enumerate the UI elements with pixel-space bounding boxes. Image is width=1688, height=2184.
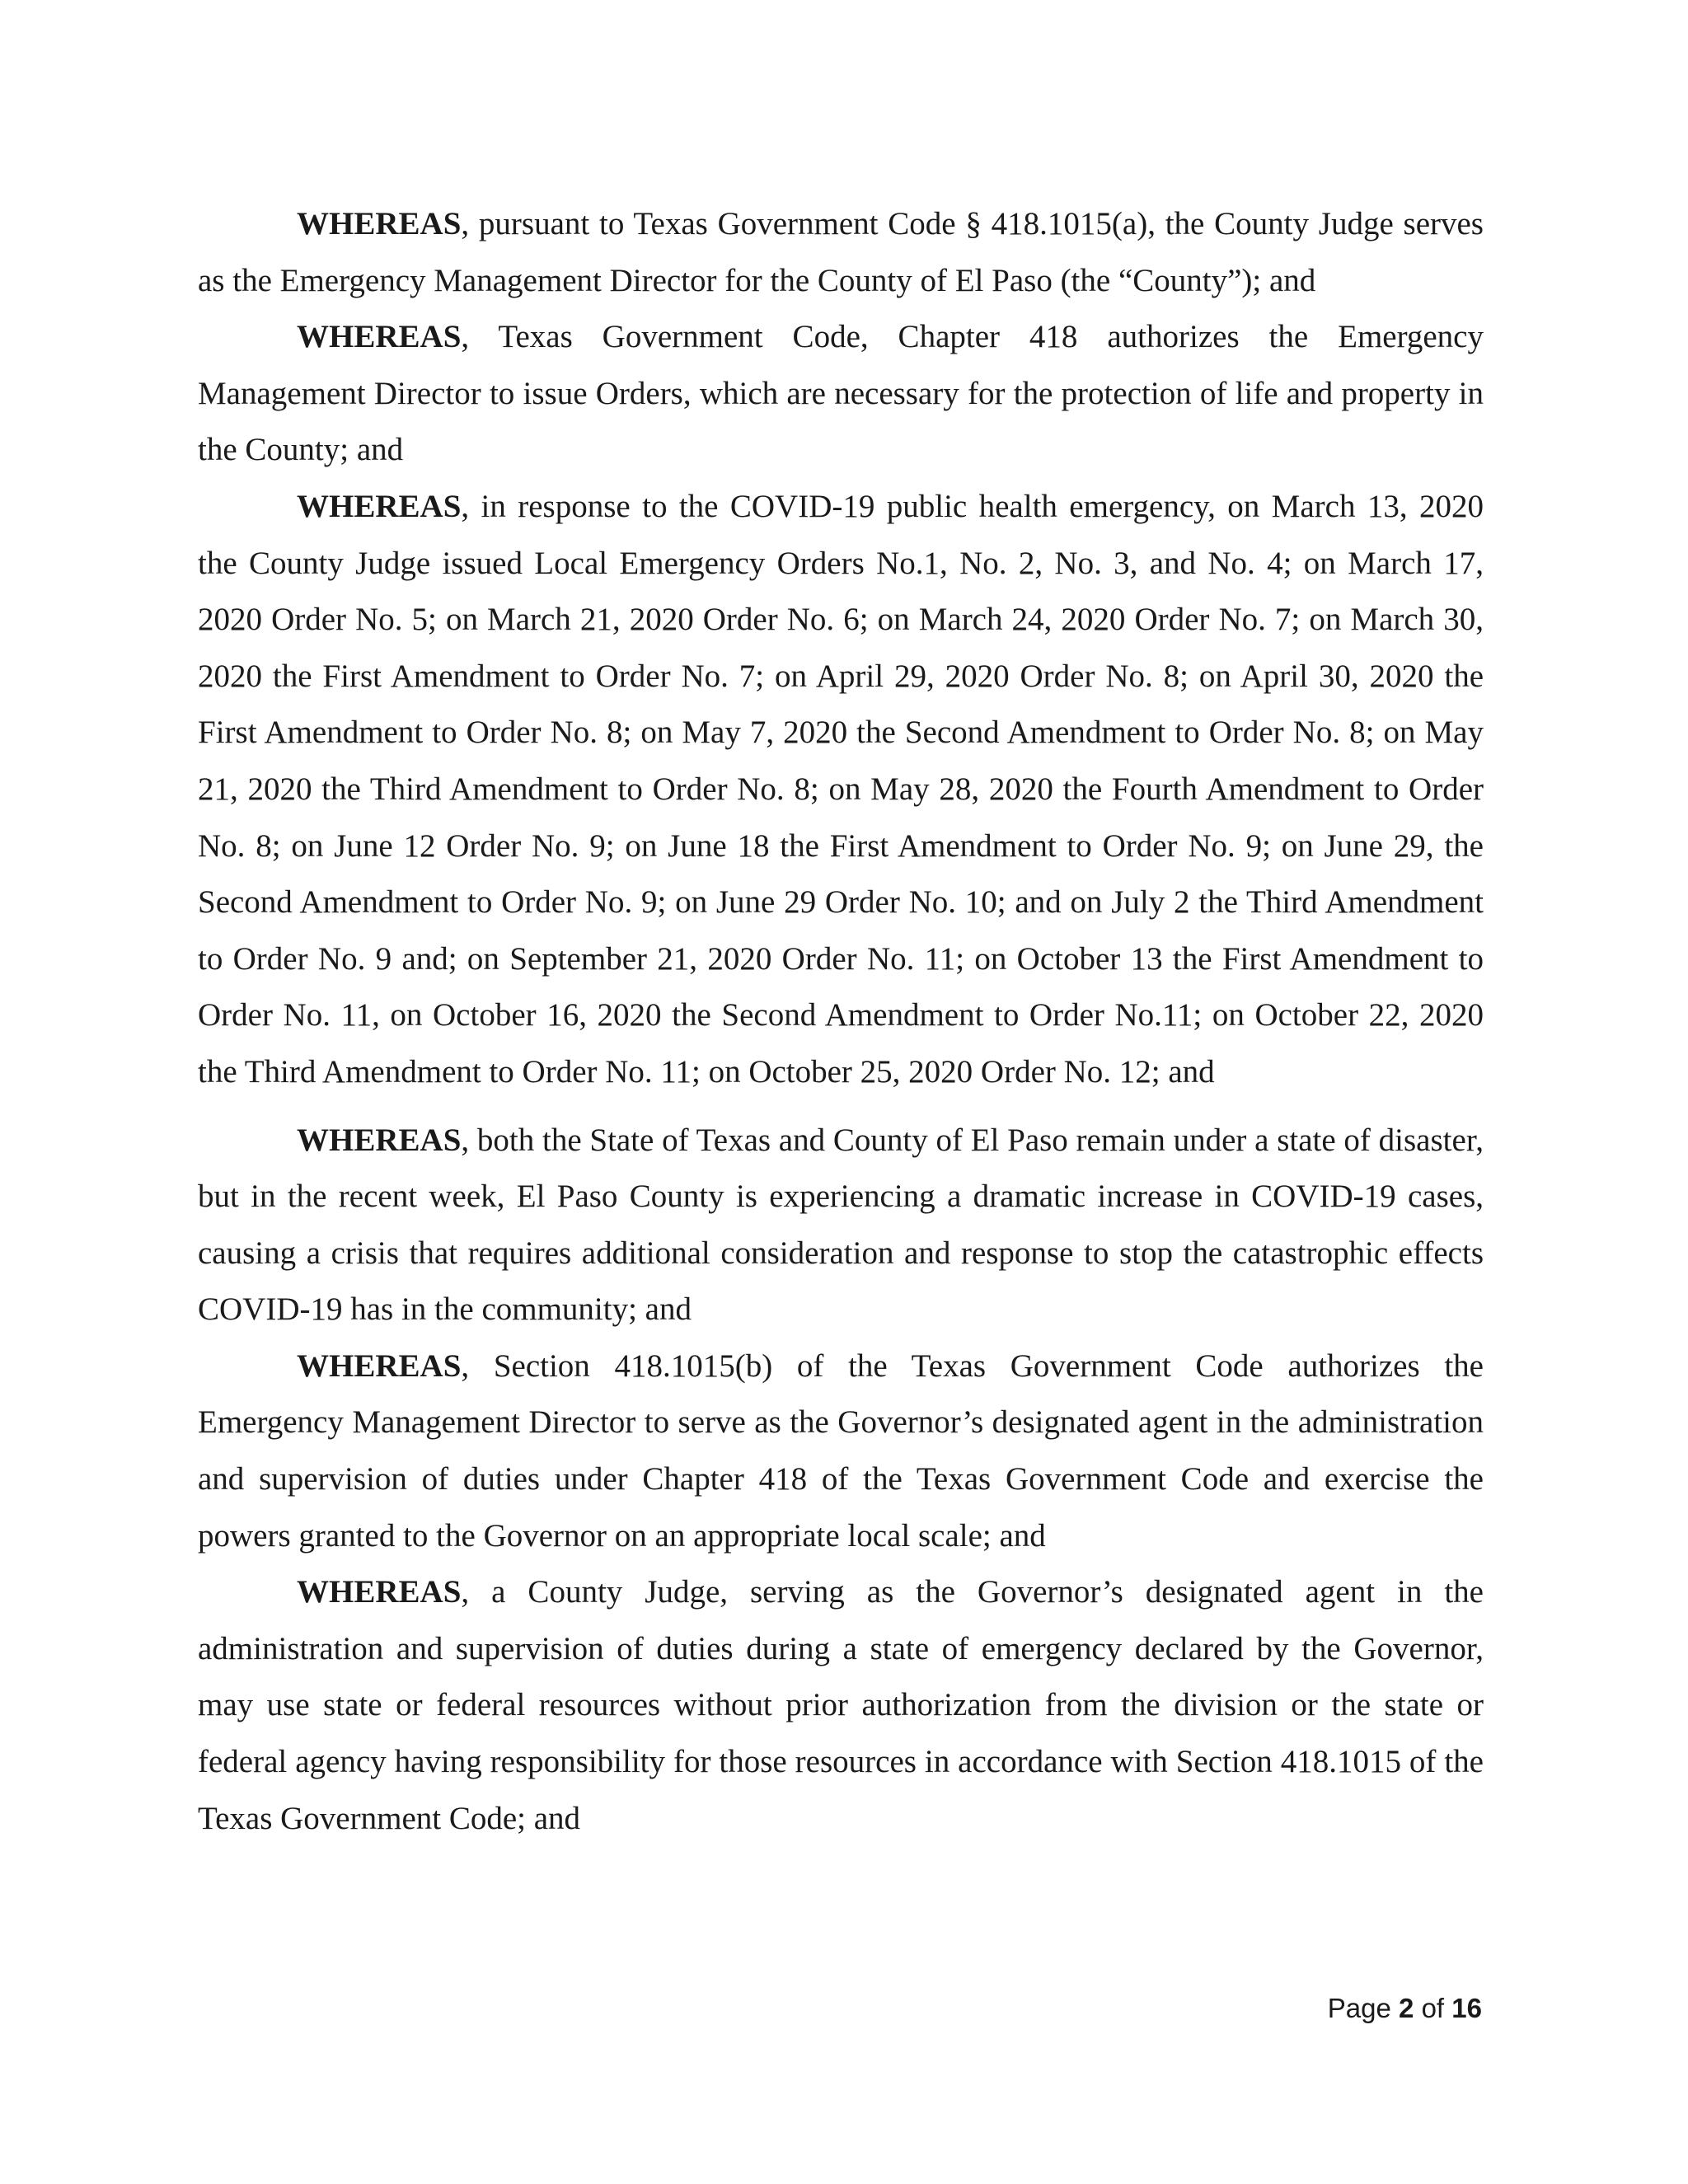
page-number-footer	[1328, 1993, 1482, 2024]
paragraph-text: , pursuant to Texas Government Code § 418.1015(a), the County Judge serves as the Emergency Management Director for the County of El Paso (the “County”); and	[198, 206, 1484, 298]
paragraph-text: , both the State of Texas and County of El Paso remain under a state of disaster, but in the recent week, El Paso County is experiencing a dramatic increase in COVID-19 cases, causing a crisis that requires additional consideration and response to stop the catastrophic effects COVID-19 has in the community; and	[198, 1122, 1484, 1328]
paragraph-text: , a County Judge, serving as the Governor’s designated agent in the administration and supervision of duties during a state of emergency declared by the Governor, may use state or federal resources without prior authorization from the division or the state or federal agency having responsibility for those resources in accordance with Section 418.1015 of the Texas Government Code; and	[198, 1574, 1484, 1836]
whereas-lead: WHEREAS	[297, 319, 462, 355]
document-body	[198, 196, 1484, 1847]
whereas-lead: WHEREAS	[297, 206, 462, 241]
paragraph-text: , Texas Government Code, Chapter 418 authorizes the Emergency Management Director to issue Orders, which are necessary for the protection of life and property in the County; and	[198, 319, 1484, 468]
of-word: of	[1421, 1993, 1445, 2023]
whereas-lead: WHEREAS	[297, 1574, 462, 1610]
total-pages-number: 16	[1451, 1993, 1482, 2023]
whereas-paragraph-4	[198, 1113, 1484, 1338]
paragraph-text: , Section 418.1015(b) of the Texas Government Code authorizes the Emergency Management Director to serve as the Governor’s designated agent in the administration and supervision of duties under Chapter 418 of the Texas Government Code and exercise the powers granted to the Governor on an appropriate local scale; and	[198, 1347, 1484, 1554]
whereas-paragraph-2	[198, 309, 1484, 479]
whereas-lead: WHEREAS	[297, 1122, 462, 1158]
whereas-paragraph-6	[198, 1564, 1484, 1847]
paragraph-text: , in response to the COVID-19 public health emergency, on March 13, 2020 the County Judge issued Local Emergency Orders No.1, No. 2, No. 3, and No. 4; on March 17, 2020 Order No. 5; on March 21, 2020 Order No. 6; on March 24, 2020 Order No. 7; on March 30, 2020 the First Amendment to Order No. 7; on April 29, 2020 Order No. 8; on April 30, 2020 the First Amendment to Order No. 8; on May 7, 2020 the Second Amendment to Order No. 8; on May 21, 2020 the Third Amendment to Order No. 8; on May 28, 2020 the Fourth Amendment to Order No. 8; on June 12 Order No. 9; on June 18 the First Amendment to Order No. 9; on June 29, the Second Amendment to Order No. 9; on June 29 Order No. 10; and on July 2 the Third Amendment to Order No. 9 and; on September 21, 2020 Order No. 11; on October 13 the First Amendment to Order No. 11, on October 16, 2020 the Second Amendment to Order No.11; on October 22, 2020 the Third Amendment to Order No. 11; on October 25, 2020 Order No. 12; and	[198, 488, 1484, 1090]
whereas-lead: WHEREAS	[297, 1347, 462, 1384]
whereas-lead: WHEREAS	[297, 488, 462, 524]
whereas-paragraph-5	[198, 1338, 1484, 1564]
whereas-paragraph-1	[198, 196, 1484, 309]
current-page-number: 2	[1399, 1993, 1414, 2023]
whereas-paragraph-3	[198, 479, 1484, 1101]
page-word: Page	[1327, 1993, 1391, 2023]
